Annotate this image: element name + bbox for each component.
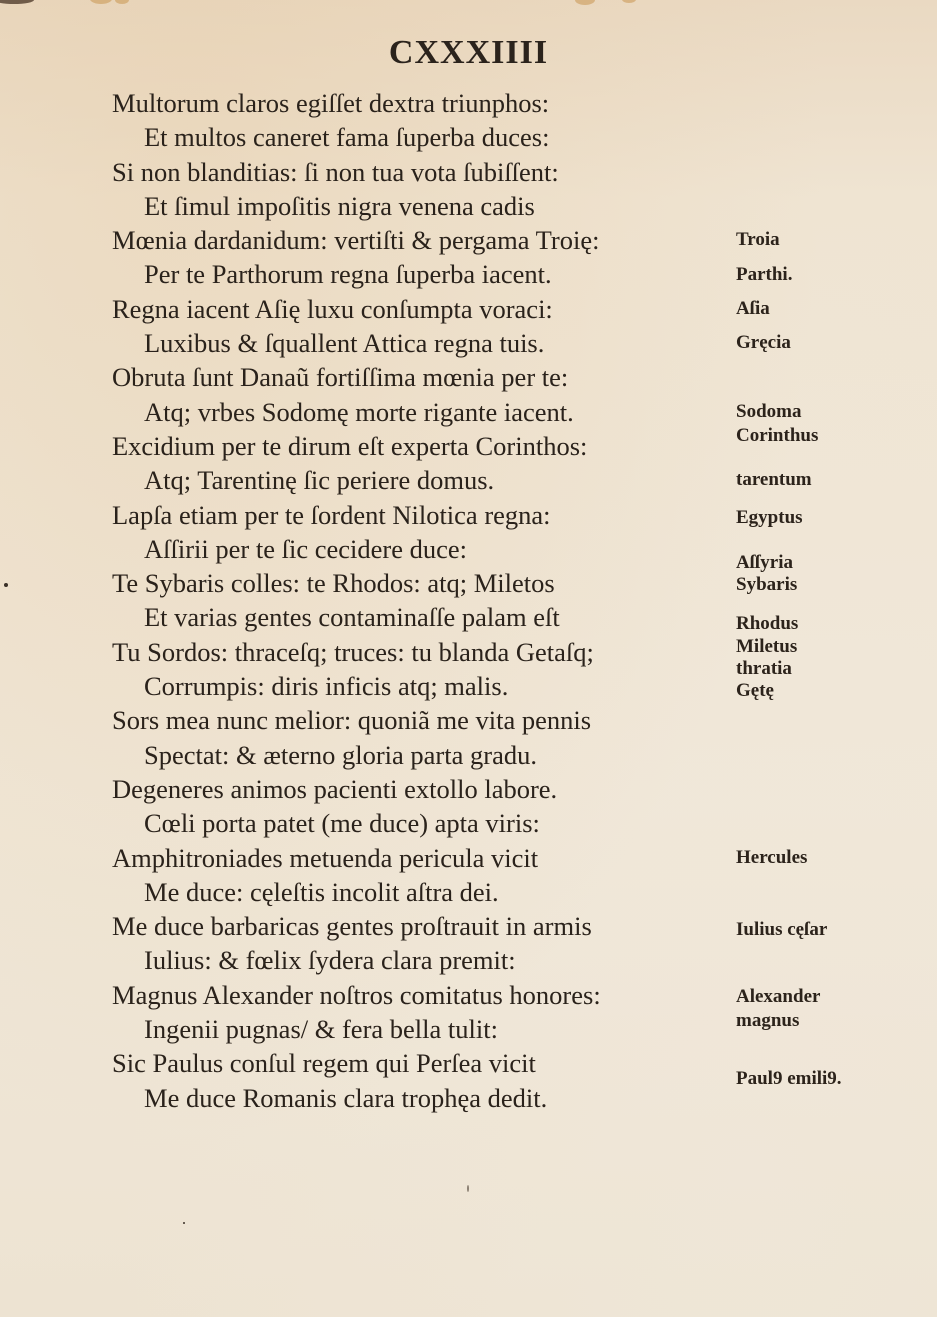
marginal-gloss: Gętę (736, 680, 774, 702)
marginal-gloss: Hercules (736, 846, 808, 868)
verse-line: Sors mea nunc melior: quoniã me vita pennis (112, 705, 592, 736)
verse-line: Regna iacent Aſię luxu conſumpta voraci: (112, 293, 553, 324)
verse-line: Me duce: cęleſtis incolit aſtra dei. (144, 876, 499, 907)
verse-line: Et ſimul impoſitis nigra venena cadis (144, 190, 535, 221)
marginal-gloss: Rhodus (736, 613, 799, 635)
marginal-gloss: Alexander (736, 985, 821, 1007)
paper-stain (90, 0, 112, 4)
verse-line: Tu Sordos: thraceſq; truces: tu blanda Getaſq; (112, 636, 594, 667)
folio-number: CXXXIIII (388, 34, 549, 71)
verse-line: Te Sybaris colles: te Rhodos: atq; Miletos (112, 568, 555, 599)
marginal-gloss: tarentum (736, 469, 812, 491)
verse-line: Aſſirii per te ſic cecidere duce: (144, 533, 467, 564)
verse-line: Per te Parthorum regna ſuperba iacent. (144, 259, 552, 290)
verse-line: Magnus Alexander noſtros comitatus honores: (112, 979, 601, 1010)
verse-line: Degeneres animos pacienti extollo labore. (112, 773, 558, 804)
verse-line: Me duce barbaricas gentes proſtrauit in armis (112, 911, 592, 942)
verse-line: Corrumpis: diris inficis atq; malis. (144, 671, 509, 702)
verse-line: Et varias gentes contaminaſſe palam eſt (144, 602, 560, 633)
verse-text-block (112, 86, 712, 1115)
verse-line: Cœli porta patet (me duce) apta viris: (144, 808, 540, 839)
verse-line: Atq; Tarentinę ſic periere domus. (144, 465, 495, 496)
marginal-gloss: Aſſyria (736, 551, 793, 573)
marginal-gloss: Corinthus (736, 424, 819, 446)
verse-line: Si non blanditias: ſi non tua vota ſubiſſent: (112, 156, 559, 187)
paper-edge-shadow (0, 0, 34, 4)
marginal-gloss: Paul9 emili9. (736, 1067, 842, 1089)
verse-line: Luxibus & ſquallent Attica regna tuis. (144, 328, 545, 359)
ink-speck (183, 1222, 185, 1224)
verse-line: Excidium per te dirum eſt experta Corinthos: (112, 430, 588, 461)
verse-line: Multorum claros egiſſet dextra triunphos: (112, 88, 550, 118)
verse-line: Mœnia dardanidum: vertiſti & pergama Troię: (112, 225, 600, 256)
verse-line: Obruta ſunt Danaũ fortiſſima mœnia per te: (112, 362, 569, 393)
marginal-gloss: Gręcia (736, 332, 791, 354)
marginal-gloss: Sodoma (736, 400, 802, 422)
marginal-glosses (736, 0, 926, 1317)
marginal-gloss: Miletus (736, 635, 798, 657)
marginal-gloss: Sybaris (736, 573, 798, 595)
ink-speck (467, 1185, 469, 1192)
marginal-gloss: Troia (736, 229, 780, 251)
marginal-gloss: Aſia (736, 297, 770, 319)
paper-stain (115, 0, 129, 4)
marginal-gloss: thratia (736, 657, 792, 679)
verse-line: Me duce Romanis clara trophęa dedit. (144, 1082, 548, 1113)
marginal-gloss: magnus (736, 1009, 800, 1031)
verse-line: Et multos caneret fama ſuperba duces: (144, 122, 550, 153)
ink-speck (4, 583, 8, 587)
paper-stain (622, 0, 636, 3)
verse-line: Ingenii pugnas/ & fera bella tulit: (144, 1014, 498, 1045)
verse-line: Lapſa etiam per te ſordent Nilotica regna: (112, 499, 551, 530)
marginal-gloss: Egyptus (736, 507, 803, 529)
verse-line: Iulius: & fœlix ſydera clara premit: (144, 945, 516, 976)
verse-line: Spectat: & æterno gloria parta gradu. (144, 739, 537, 770)
verse-line: Amphitroniades metuenda pericula vicit (112, 842, 539, 873)
verse-line: Sic Paulus conſul regem qui Perſea vicit (112, 1048, 536, 1079)
marginal-gloss: Parthi. (736, 263, 793, 285)
verse-line: Atq; vrbes Sodomę morte rigante iacent. (144, 396, 574, 427)
paper-stain (575, 0, 595, 5)
marginal-gloss: Iulius cęſar (736, 918, 828, 940)
